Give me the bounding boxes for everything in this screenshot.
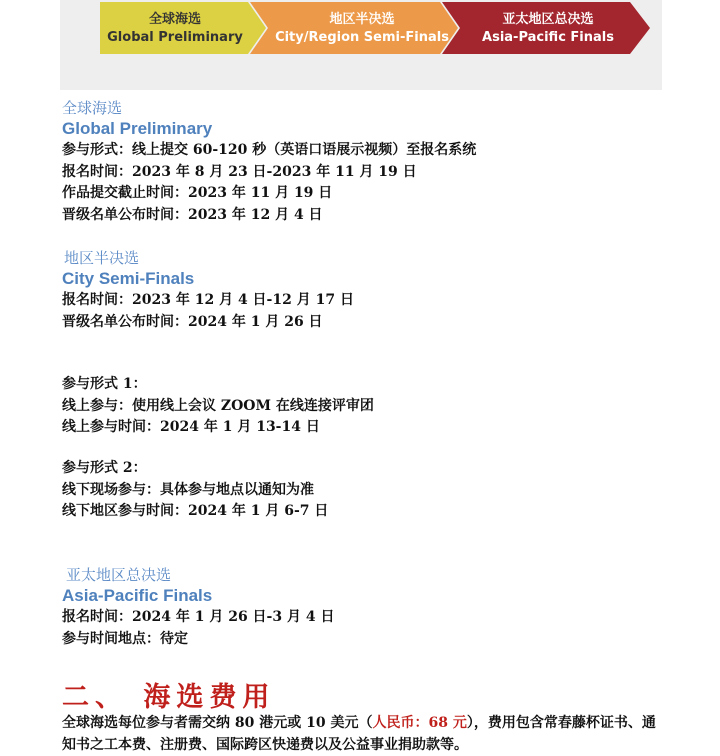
finals-heading-cn: 亚太地区总决选: [66, 566, 172, 584]
finals-line: 参与时间地点：待定: [62, 630, 188, 647]
format1-line: 参与形式 1：: [62, 376, 147, 392]
global-line: 报名时间：2023 年 8 月 23 日-2023 年 11 月 19 日: [62, 163, 417, 180]
global-line: 晋级名单公布时间：2023 年 12 月 4 日: [62, 206, 323, 223]
fees-paragraph: [62, 712, 662, 756]
stage3-label: [468, 6, 628, 52]
global-line: 参与形式：线上提交 60-120 秒（英语口语展示视频）至报名系统: [62, 142, 477, 158]
stage1-cn: 全球海选: [148, 12, 201, 27]
semi-heading-en: City Semi-Finals: [62, 269, 195, 288]
semi-format2: [62, 458, 328, 523]
global-line: 作品提交截止时间：2023 年 11 月 19 日: [62, 185, 333, 201]
semi-section: [64, 248, 354, 333]
stage3-en: Asia-Pacific Finals: [482, 30, 614, 45]
fees-rmb-amount: 人民币：68 元: [372, 715, 467, 731]
global-heading-cn: 全球海选: [62, 99, 123, 117]
format1-line: 线上参与时间：2024 年 1 月 13-14 日: [62, 419, 320, 435]
stage2-cn: 地区半决选: [329, 12, 395, 27]
format2-line: 线下地区参与时间：2024 年 1 月 6-7 日: [62, 503, 329, 519]
semi-heading-cn: 地区半决选: [64, 249, 140, 267]
finals-section: [62, 565, 335, 650]
fees-title: 二、 海选费用: [62, 682, 276, 713]
finals-heading-en: Asia-Pacific Finals: [62, 586, 213, 605]
semi-line: 报名时间：2023 年 12 月 4 日-12 月 17 日: [62, 292, 354, 308]
format2-line: 线下现场参与：具体参与地点以通知为准: [62, 481, 314, 498]
stage1-en: Global Preliminary: [107, 30, 243, 45]
fees-text-before: 全球海选每位参与者需交纳 80 港元或 10 美元（: [62, 715, 373, 731]
finals-line: 报名时间：2024 年 1 月 26 日-3 月 4 日: [62, 609, 335, 625]
semi-format1: [62, 374, 374, 439]
stage1-label: [100, 6, 250, 52]
global-heading-en: Global Preliminary: [62, 119, 213, 138]
semi-line: 晋级名单公布时间：2024 年 1 月 26 日: [62, 313, 323, 330]
format2-line: 参与形式 2：: [62, 460, 147, 476]
format1-line: 线上参与：使用线上会议 ZOOM 在线连接评审团: [62, 397, 374, 414]
global-section: [62, 98, 476, 226]
stage2-en: City/Region Semi-Finals: [275, 30, 449, 45]
stage3-cn: 亚太地区总决选: [502, 12, 594, 27]
fees-text-after: ），费用包含常春藤杯证书、通知书之工本费、注册费、国际跨区快递费以及公益事业捐助款等。: [62, 715, 656, 753]
stage2-label: [262, 6, 462, 52]
